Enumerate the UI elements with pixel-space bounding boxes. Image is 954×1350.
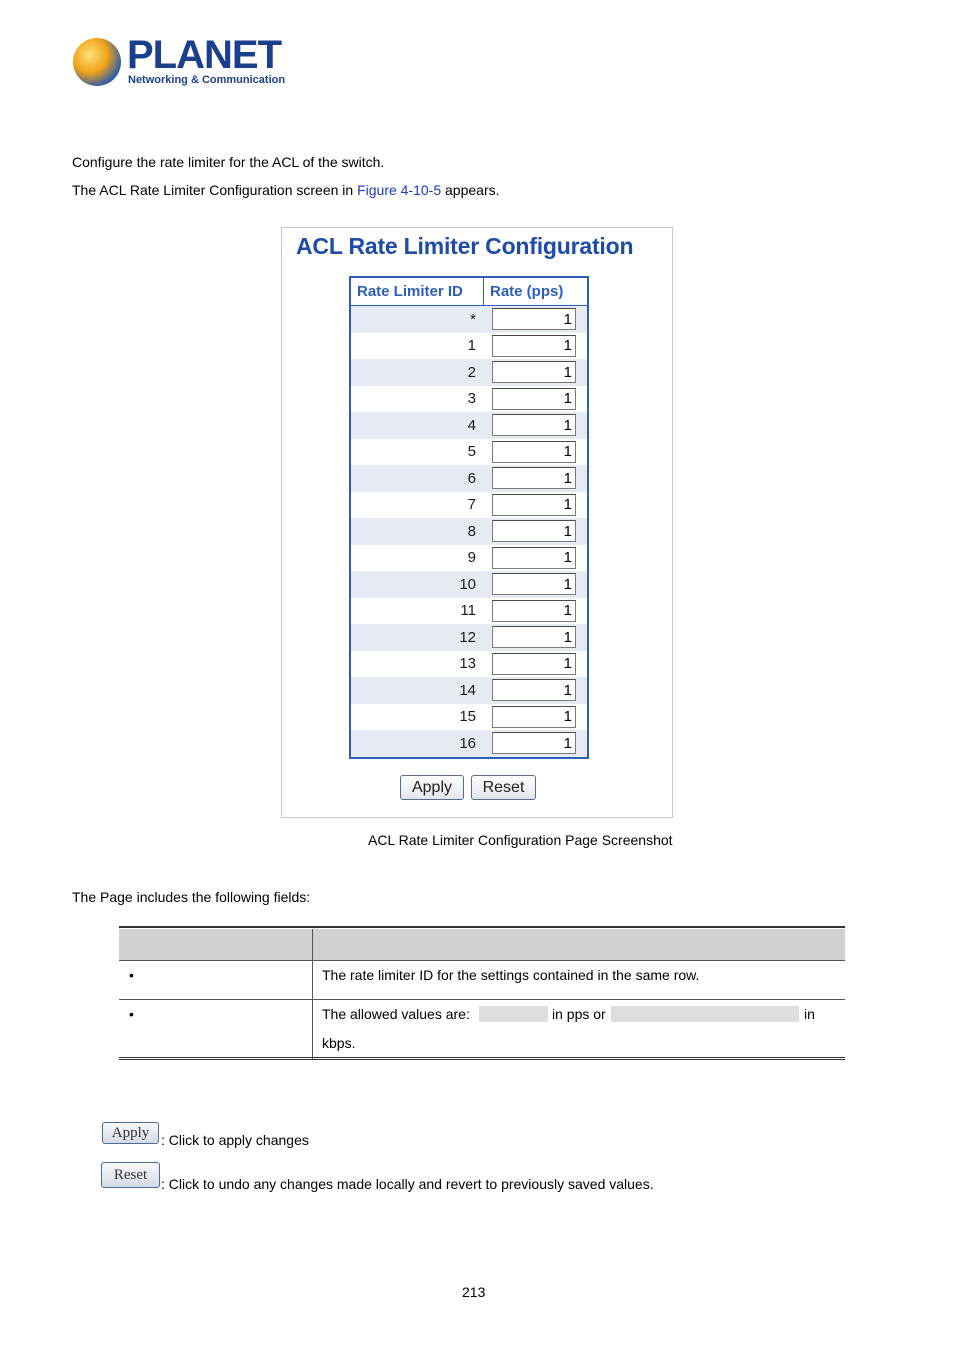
reset-description: : Click to undo any changes made locally and revert to previously saved values. — [161, 1176, 654, 1192]
rate-limiter-id: 5 — [467, 443, 476, 461]
planet-logo — [73, 33, 286, 93]
fields-intro: The Page includes the following fields: — [72, 889, 311, 905]
rate-input[interactable] — [492, 626, 576, 648]
row2-bullet: • — [129, 1006, 134, 1022]
figure-caption: ACL Rate Limiter Configuration Page Screenshot — [368, 832, 673, 848]
rate-limiter-table — [349, 276, 589, 759]
rate-cell — [484, 520, 587, 542]
rate-cell — [484, 441, 587, 463]
col-header-id: Rate Limiter ID — [351, 278, 484, 305]
rate-input[interactable] — [492, 547, 576, 569]
intro-line-2-post: appears. — [441, 182, 500, 198]
rate-limiter-id: 12 — [459, 628, 476, 646]
column-divider — [312, 929, 313, 1060]
rate-input[interactable] — [492, 414, 576, 436]
rate-input[interactable] — [492, 494, 576, 516]
rate-cell — [484, 732, 587, 754]
rate-input[interactable] — [492, 520, 576, 542]
table-row — [351, 359, 587, 386]
table-row — [351, 492, 587, 519]
logo-brand: PLANET — [127, 33, 281, 77]
reset-button[interactable]: Reset — [471, 775, 536, 800]
rate-cell — [484, 573, 587, 595]
table-row — [351, 386, 587, 413]
table-row — [351, 306, 587, 333]
apply-button-sample[interactable]: Apply — [102, 1122, 159, 1144]
table-row — [351, 730, 587, 757]
table-row — [351, 598, 587, 625]
redacted-value-range — [611, 1006, 799, 1022]
rate-cell — [484, 414, 587, 436]
rate-input[interactable] — [492, 732, 576, 754]
globe-icon — [73, 38, 121, 86]
col-header-rate: Rate (pps) — [490, 283, 564, 300]
rate-cell — [484, 600, 587, 622]
rate-cell — [484, 361, 587, 383]
rate-input[interactable] — [492, 679, 576, 701]
rate-input[interactable] — [492, 335, 576, 357]
rate-cell — [484, 308, 587, 330]
table-row — [351, 518, 587, 545]
rate-limiter-id: 9 — [467, 549, 476, 567]
rate-cell — [484, 388, 587, 410]
rate-limiter-id: 13 — [459, 655, 476, 673]
rate-limiter-id: 14 — [459, 681, 476, 699]
figure-link[interactable]: Figure 4-10-5 — [357, 182, 442, 198]
table-top-rule — [119, 926, 845, 928]
rate-limiter-id: 3 — [467, 390, 476, 408]
rate-input[interactable] — [492, 706, 576, 728]
table-row — [351, 545, 587, 572]
row1-bullet: • — [129, 967, 134, 983]
rate-input[interactable] — [492, 467, 576, 489]
apply-description: : Click to apply changes — [161, 1132, 309, 1148]
row-divider — [119, 999, 845, 1000]
table-row — [351, 677, 587, 704]
rate-input[interactable] — [492, 308, 576, 330]
table-header — [351, 278, 587, 306]
rate-limiter-id: 8 — [467, 522, 476, 540]
table-row — [351, 651, 587, 678]
redacted-value-range — [479, 1006, 548, 1022]
rate-limiter-id: * — [470, 310, 476, 328]
intro-line-1: Configure the rate limiter for the ACL of the switch. — [72, 154, 385, 170]
table-row — [351, 439, 587, 466]
rate-input[interactable] — [492, 361, 576, 383]
rate-input[interactable] — [492, 653, 576, 675]
row2-desc-b: in pps or — [552, 1006, 606, 1022]
row2-desc-a: The allowed values are: — [322, 1006, 470, 1022]
rate-cell — [484, 679, 587, 701]
rate-cell — [484, 706, 587, 728]
rate-cell — [484, 626, 587, 648]
rate-input[interactable] — [492, 388, 576, 410]
rate-input[interactable] — [492, 600, 576, 622]
rate-limiter-id: 4 — [467, 416, 476, 434]
rate-limiter-id: 6 — [467, 469, 476, 487]
row1-description: The rate limiter ID for the settings contained in the same row. — [322, 967, 700, 983]
apply-button[interactable]: Apply — [400, 775, 464, 800]
rate-cell — [484, 494, 587, 516]
table-row — [351, 465, 587, 492]
rate-limiter-id: 1 — [467, 337, 476, 355]
rate-limiter-id: 2 — [467, 363, 476, 381]
page-number: 213 — [462, 1284, 486, 1300]
rate-limiter-id: 11 — [460, 602, 476, 620]
config-title: ACL Rate Limiter Configuration — [296, 233, 634, 259]
table-row — [351, 704, 587, 731]
rate-input[interactable] — [492, 573, 576, 595]
rate-limiter-id: 16 — [459, 734, 476, 752]
intro-line-2 — [72, 182, 500, 198]
reset-button-sample[interactable]: Reset — [101, 1162, 160, 1188]
rate-cell — [484, 467, 587, 489]
table-row — [351, 412, 587, 439]
intro-line-2-pre: The ACL Rate Limiter Configuration screen in — [72, 182, 358, 198]
rate-input[interactable] — [492, 441, 576, 463]
rate-cell — [484, 653, 587, 675]
fields-table-header — [119, 929, 845, 960]
table-row — [351, 571, 587, 598]
row2-desc-d: kbps. — [322, 1035, 356, 1051]
row2-desc-c: in — [804, 1006, 815, 1022]
fields-table — [119, 926, 845, 1060]
table-row — [351, 624, 587, 651]
rate-limiter-id: 10 — [459, 575, 476, 593]
rate-cell — [484, 547, 587, 569]
table-body — [351, 306, 587, 757]
rate-cell — [484, 335, 587, 357]
rate-limiter-id: 15 — [459, 708, 476, 726]
table-bottom-rule — [119, 1057, 845, 1060]
rate-limiter-id: 7 — [467, 496, 476, 514]
row-divider — [119, 960, 845, 961]
logo-tagline: Networking & Communication — [128, 74, 286, 86]
table-row — [351, 333, 587, 360]
